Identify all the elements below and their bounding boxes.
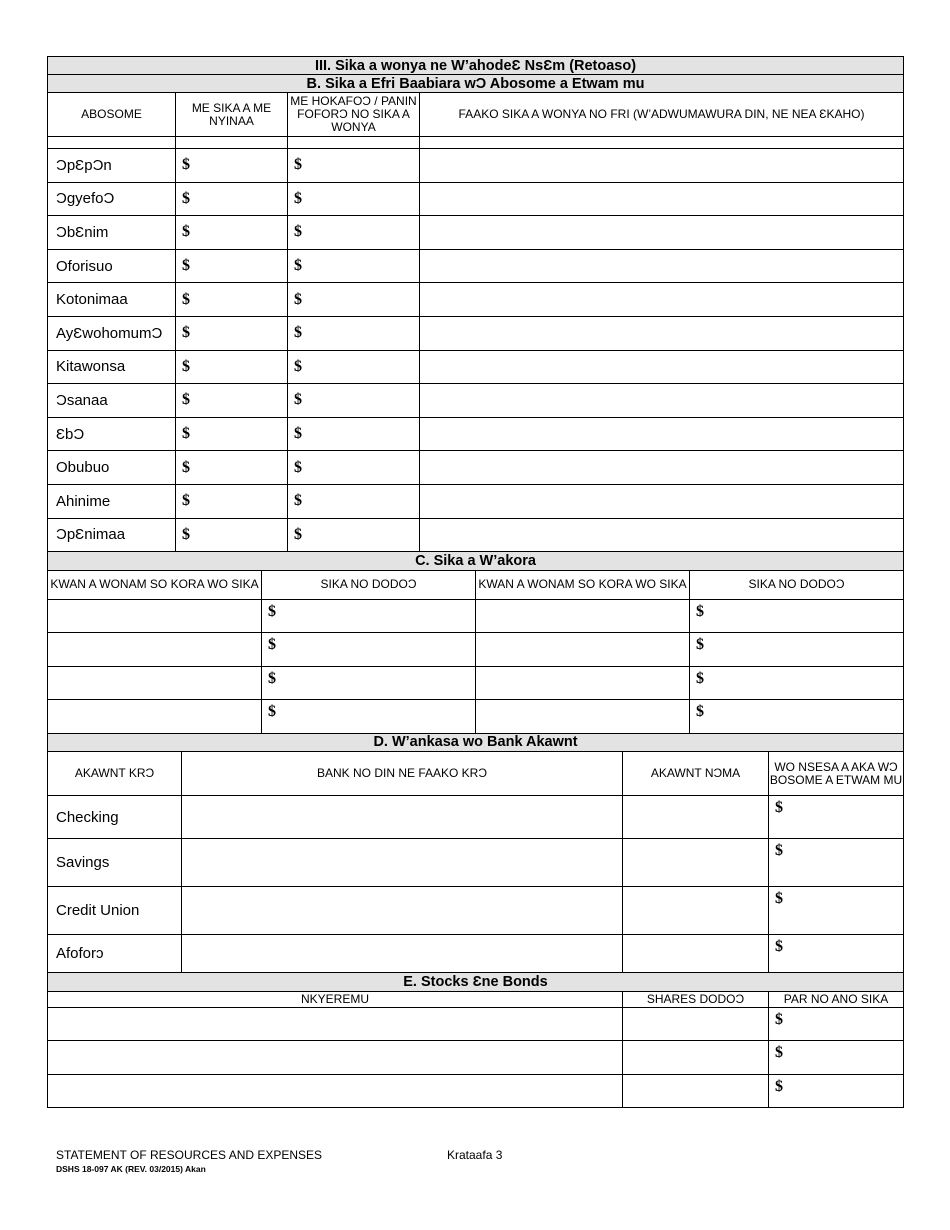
dollar-sign: $ xyxy=(696,703,704,721)
savings-method-field[interactable] xyxy=(48,666,262,700)
month-label: Ahinime xyxy=(48,484,176,518)
savings-amount-field[interactable] xyxy=(262,633,476,667)
income-source-field[interactable] xyxy=(420,384,904,418)
spouse-income-field[interactable] xyxy=(288,350,420,384)
dollar-sign: $ xyxy=(696,602,704,620)
savings-amount-field[interactable] xyxy=(262,599,476,633)
month-row xyxy=(48,384,904,418)
income-source-field[interactable] xyxy=(420,316,904,350)
account-type-label: Afoforɔ xyxy=(48,935,182,973)
savings-amount-field[interactable] xyxy=(690,666,904,700)
month-row xyxy=(48,417,904,451)
my-income-field[interactable] xyxy=(176,417,288,451)
dollar-sign: $ xyxy=(294,257,302,275)
month-row xyxy=(48,216,904,250)
savings-amount-field[interactable] xyxy=(690,633,904,667)
dollar-sign: $ xyxy=(294,391,302,409)
dollar-sign: $ xyxy=(775,799,783,817)
section-d-title: D. W’ankasa wo Bank Akawnt xyxy=(48,734,904,752)
month-row xyxy=(48,350,904,384)
my-income-field[interactable] xyxy=(176,216,288,250)
month-row xyxy=(48,451,904,485)
dollar-sign: $ xyxy=(182,357,190,375)
par-value-field[interactable] xyxy=(769,1041,904,1075)
spouse-income-field[interactable] xyxy=(288,149,420,183)
dollar-sign: $ xyxy=(294,324,302,342)
spouse-income-field[interactable] xyxy=(288,451,420,485)
savings-amount-field[interactable] xyxy=(262,700,476,734)
income-source-field[interactable] xyxy=(420,283,904,317)
dollar-sign: $ xyxy=(696,669,704,687)
month-label: ƐbƆ xyxy=(48,417,176,451)
dollar-sign: $ xyxy=(182,290,190,308)
dollar-sign: $ xyxy=(294,290,302,308)
header-par-value: PAR NO ANO SIKA xyxy=(769,991,904,1007)
section-e-table xyxy=(47,973,904,1108)
month-row xyxy=(48,182,904,216)
section-b-table xyxy=(47,56,904,552)
balance-field[interactable] xyxy=(769,796,904,839)
bank-account-row xyxy=(48,796,904,839)
savings-row xyxy=(48,633,904,667)
income-source-field[interactable] xyxy=(420,216,904,250)
section-c-title: C. Sika a W’akora xyxy=(48,552,904,570)
month-row xyxy=(48,149,904,183)
spouse-income-field[interactable] xyxy=(288,484,420,518)
stock-description-field[interactable] xyxy=(48,1007,623,1041)
section-c-table xyxy=(47,552,904,734)
header-my-income: ME SIKA A ME NYINAA xyxy=(176,93,288,137)
par-value-field[interactable] xyxy=(769,1007,904,1041)
savings-row xyxy=(48,700,904,734)
my-income-field[interactable] xyxy=(176,518,288,552)
stock-row xyxy=(48,1041,904,1075)
page-number: Krataafa 3 xyxy=(447,1148,503,1162)
dollar-sign: $ xyxy=(294,156,302,174)
dollar-sign: $ xyxy=(182,391,190,409)
savings-method-field[interactable] xyxy=(48,633,262,667)
my-income-field[interactable] xyxy=(176,350,288,384)
header-savings-method-2: KWAN A WONAM SO KORA WO SIKA xyxy=(476,570,690,599)
dollar-sign: $ xyxy=(775,938,783,956)
dollar-sign: $ xyxy=(294,458,302,476)
spouse-income-field[interactable] xyxy=(288,417,420,451)
bank-name-field[interactable] xyxy=(182,839,623,887)
balance-field[interactable] xyxy=(769,839,904,887)
my-income-field[interactable] xyxy=(176,249,288,283)
account-type-label: Savings xyxy=(48,839,182,887)
bank-name-field[interactable] xyxy=(182,887,623,935)
savings-row xyxy=(48,666,904,700)
dollar-sign: $ xyxy=(182,189,190,207)
my-income-field[interactable] xyxy=(176,283,288,317)
savings-amount-field[interactable] xyxy=(690,599,904,633)
income-source-field[interactable] xyxy=(420,451,904,485)
section-e-title: E. Stocks Ɛne Bonds xyxy=(48,973,904,991)
month-label: ƆbƐnim xyxy=(48,216,176,250)
income-source-field[interactable] xyxy=(420,518,904,552)
bank-name-field[interactable] xyxy=(182,935,623,973)
dollar-sign: $ xyxy=(294,357,302,375)
my-income-field[interactable] xyxy=(176,149,288,183)
header-savings-method-1: KWAN A WONAM SO KORA WO SIKA xyxy=(48,570,262,599)
spouse-income-field[interactable] xyxy=(288,316,420,350)
dollar-sign: $ xyxy=(775,890,783,908)
savings-amount-field[interactable] xyxy=(262,666,476,700)
header-account-type: AKAWNT KRƆ xyxy=(48,752,182,796)
savings-method-field[interactable] xyxy=(476,633,690,667)
month-label: Obubuo xyxy=(48,451,176,485)
header-month-end-balance: WO NSESA A AKA WƆ BOSOME A ETWAM MU xyxy=(769,752,904,796)
month-label: Kitawonsa xyxy=(48,350,176,384)
dollar-sign: $ xyxy=(182,458,190,476)
dollar-sign: $ xyxy=(182,492,190,510)
shares-field[interactable] xyxy=(623,1007,769,1041)
income-source-field[interactable] xyxy=(420,417,904,451)
dollar-sign: $ xyxy=(775,842,783,860)
account-type-label: Checking xyxy=(48,796,182,839)
shares-field[interactable] xyxy=(623,1074,769,1108)
dollar-sign: $ xyxy=(182,525,190,543)
dollar-sign: $ xyxy=(294,189,302,207)
savings-method-field[interactable] xyxy=(476,700,690,734)
my-income-field[interactable] xyxy=(176,451,288,485)
header-abosome: ABOSOME xyxy=(48,93,176,137)
income-source-field[interactable] xyxy=(420,149,904,183)
header-shares: SHARES DODOƆ xyxy=(623,991,769,1007)
month-label: AyƐwohomumƆ xyxy=(48,316,176,350)
month-label: ƆgyefoƆ xyxy=(48,182,176,216)
month-label: ƆpƐpƆn xyxy=(48,149,176,183)
my-income-field[interactable] xyxy=(176,182,288,216)
income-source-field[interactable] xyxy=(420,350,904,384)
header-savings-amount-1: SIKA NO DODOƆ xyxy=(262,570,476,599)
header-bank-name-address: BANK NO DIN NE FAAKO KRƆ xyxy=(182,752,623,796)
main-section-title: III. Sika a wonya ne W’ahodeƐ NsƐm (Retoaso) xyxy=(48,57,904,75)
dollar-sign: $ xyxy=(775,1077,783,1095)
spouse-income-field[interactable] xyxy=(288,283,420,317)
savings-method-field[interactable] xyxy=(48,700,262,734)
dollar-sign: $ xyxy=(182,425,190,443)
stock-description-field[interactable] xyxy=(48,1041,623,1075)
spouse-income-field[interactable] xyxy=(288,216,420,250)
savings-method-field[interactable] xyxy=(476,599,690,633)
header-spouse-income: ME HOKAFOƆ / PANIN FOFORƆ NO SIKA A WONYA xyxy=(288,93,420,137)
dollar-sign: $ xyxy=(268,669,276,687)
header-savings-amount-2: SIKA NO DODOƆ xyxy=(690,570,904,599)
account-number-field[interactable] xyxy=(623,887,769,935)
dollar-sign: $ xyxy=(268,636,276,654)
header-income-source: FAAKO SIKA A WONYA NO FRI (W’ADWUMAWURA DIN, NE NEA ƐKAHO) xyxy=(420,93,904,137)
dollar-sign: $ xyxy=(775,1044,783,1062)
section-b-title: B. Sika a Efri Baabiara wƆ Abosome a Etwam mu xyxy=(48,75,904,93)
section-d-table xyxy=(47,734,904,974)
month-label: Kotonimaa xyxy=(48,283,176,317)
dollar-sign: $ xyxy=(696,636,704,654)
dollar-sign: $ xyxy=(294,525,302,543)
account-number-field[interactable] xyxy=(623,935,769,973)
savings-row xyxy=(48,599,904,633)
bank-account-row xyxy=(48,839,904,887)
dollar-sign: $ xyxy=(775,1010,783,1028)
my-income-field[interactable] xyxy=(176,484,288,518)
savings-amount-field[interactable] xyxy=(690,700,904,734)
dollar-sign: $ xyxy=(182,257,190,275)
stock-row xyxy=(48,1074,904,1108)
savings-method-field[interactable] xyxy=(48,599,262,633)
resources-form xyxy=(47,56,903,1108)
par-value-field[interactable] xyxy=(769,1074,904,1108)
spouse-income-field[interactable] xyxy=(288,249,420,283)
month-row xyxy=(48,518,904,552)
savings-method-field[interactable] xyxy=(476,666,690,700)
month-row xyxy=(48,249,904,283)
bank-name-field[interactable] xyxy=(182,796,623,839)
dollar-sign: $ xyxy=(182,324,190,342)
header-description: NKYEREMU xyxy=(48,991,623,1007)
footer-title: STATEMENT OF RESOURCES AND EXPENSES xyxy=(56,1148,323,1162)
bank-account-row xyxy=(48,935,904,973)
stock-description-field[interactable] xyxy=(48,1074,623,1108)
dollar-sign: $ xyxy=(294,223,302,241)
footer xyxy=(56,1148,322,1174)
month-row xyxy=(48,283,904,317)
stock-row xyxy=(48,1007,904,1041)
balance-field[interactable] xyxy=(769,887,904,935)
header-account-number: AKAWNT NƆMA xyxy=(623,752,769,796)
spouse-income-field[interactable] xyxy=(288,384,420,418)
month-label: ƆpƐnimaa xyxy=(48,518,176,552)
dollar-sign: $ xyxy=(182,156,190,174)
my-income-field[interactable] xyxy=(176,316,288,350)
month-label: Oforisuo xyxy=(48,249,176,283)
month-label: Ɔsanaa xyxy=(48,384,176,418)
income-source-field[interactable] xyxy=(420,484,904,518)
spouse-income-field[interactable] xyxy=(288,182,420,216)
account-number-field[interactable] xyxy=(623,839,769,887)
dollar-sign: $ xyxy=(294,492,302,510)
dollar-sign: $ xyxy=(268,602,276,620)
dollar-sign: $ xyxy=(268,703,276,721)
month-row xyxy=(48,316,904,350)
shares-field[interactable] xyxy=(623,1041,769,1075)
month-row xyxy=(48,484,904,518)
bank-account-row xyxy=(48,887,904,935)
income-source-field[interactable] xyxy=(420,182,904,216)
account-number-field[interactable] xyxy=(623,796,769,839)
account-type-label: Credit Union xyxy=(48,887,182,935)
footer-form-id: DSHS 18-097 AK (REV. 03/2015) Akan xyxy=(56,1164,206,1174)
spouse-income-field[interactable] xyxy=(288,518,420,552)
my-income-field[interactable] xyxy=(176,384,288,418)
balance-field[interactable] xyxy=(769,935,904,973)
income-source-field[interactable] xyxy=(420,249,904,283)
dollar-sign: $ xyxy=(182,223,190,241)
dollar-sign: $ xyxy=(294,425,302,443)
